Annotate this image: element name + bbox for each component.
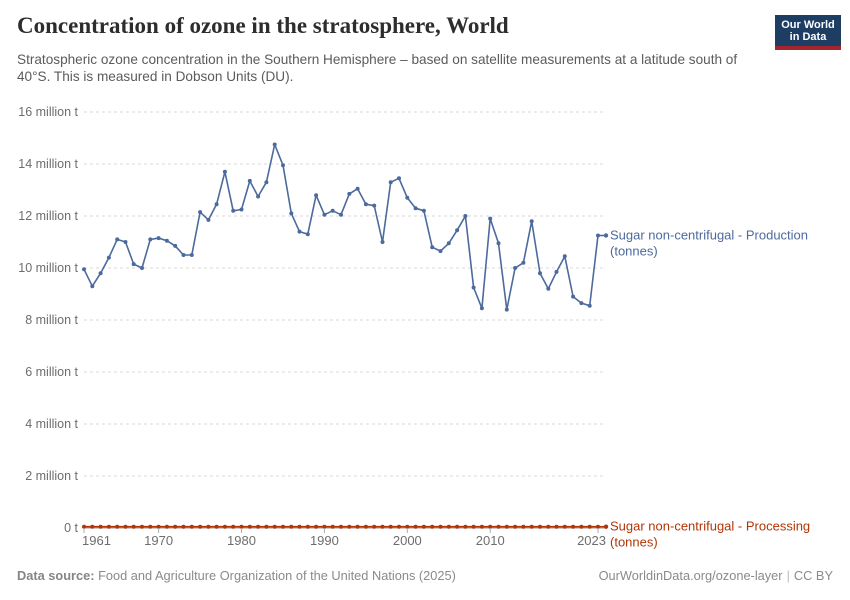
data-point (455, 525, 459, 529)
processing-series (82, 519, 810, 550)
data-point (347, 192, 351, 196)
data-point (90, 525, 94, 529)
data-point (513, 266, 517, 270)
data-point (124, 525, 128, 529)
data-point (397, 525, 401, 529)
legend-marker (604, 525, 608, 529)
data-point (422, 209, 426, 213)
x-axis-label: 1980 (227, 533, 256, 548)
data-point (389, 525, 393, 529)
data-point (530, 525, 534, 529)
data-point (173, 525, 177, 529)
processing-legend-line2[interactable]: (tonnes) (610, 534, 658, 550)
data-point (356, 187, 360, 191)
data-point (505, 308, 509, 312)
data-point (198, 525, 202, 529)
data-point (223, 170, 227, 174)
y-axis-label: 6 million t (25, 365, 78, 379)
data-point (306, 525, 310, 529)
data-point (215, 525, 219, 529)
x-axis (82, 528, 606, 548)
data-point (331, 209, 335, 213)
data-point (480, 306, 484, 310)
data-point (472, 286, 476, 290)
data-point (107, 256, 111, 260)
data-point (99, 525, 103, 529)
data-point (223, 525, 227, 529)
data-point (571, 295, 575, 299)
data-point (521, 261, 525, 265)
data-point (422, 525, 426, 529)
data-point (148, 525, 152, 529)
processing-legend-line1[interactable]: Sugar non-centrifugal - Processing (610, 518, 811, 534)
page-title: Concentration of ozone in the stratosphere, World (17, 13, 509, 38)
owid-logo-line2: in Data (789, 31, 827, 43)
data-point (372, 525, 376, 529)
production-series-line (84, 145, 598, 310)
data-point (488, 217, 492, 221)
data-point (281, 163, 285, 167)
data-point (240, 208, 244, 212)
x-axis-label: 1970 (144, 533, 174, 548)
owid-logo-line1: Our World (781, 19, 835, 31)
data-point (563, 525, 567, 529)
data-point (397, 176, 401, 180)
data-point (579, 525, 583, 529)
x-axis-label: 1961 (82, 533, 111, 548)
data-point (182, 525, 186, 529)
data-source (17, 568, 456, 592)
data-point (157, 236, 161, 240)
data-point (165, 239, 169, 243)
data-point (364, 525, 368, 529)
data-point (439, 525, 443, 529)
data-point (90, 284, 94, 288)
data-point (579, 301, 583, 305)
data-point (99, 271, 103, 275)
data-point (414, 206, 418, 210)
data-point (381, 525, 385, 529)
y-axis-label: 10 million t (18, 261, 78, 275)
data-point (206, 218, 210, 222)
data-point (132, 525, 136, 529)
data-point (306, 232, 310, 236)
chart-subtitle: Stratospheric ozone concentration in the Southern Hemisphere – based on satellite measurements at a latitude south of 40°S. This is measured in Dobson Units (DU). (17, 52, 738, 84)
production-legend-line2[interactable]: (tonnes) (610, 243, 658, 259)
x-axis-label: 2010 (475, 533, 505, 548)
data-point (314, 525, 318, 529)
data-point (339, 213, 343, 217)
data-point (372, 204, 376, 208)
y-gridlines (18, 105, 606, 535)
data-point (571, 525, 575, 529)
data-point (256, 525, 260, 529)
legend-marker (604, 233, 608, 237)
data-point (190, 253, 194, 257)
data-point (439, 249, 443, 253)
footer-right (599, 568, 833, 592)
data-point (331, 525, 335, 529)
data-point (505, 525, 509, 529)
data-point (463, 214, 467, 218)
data-point (347, 525, 351, 529)
data-point (190, 525, 194, 529)
y-axis-label: 14 million t (18, 157, 78, 171)
data-point (430, 525, 434, 529)
data-point (115, 237, 119, 241)
data-point (563, 254, 567, 258)
data-point (405, 196, 409, 200)
data-point (173, 244, 177, 248)
data-point (256, 195, 260, 199)
chart-footer (0, 562, 850, 592)
data-point (480, 525, 484, 529)
data-point (82, 267, 86, 271)
y-axis-label: 16 million t (18, 105, 78, 119)
data-point (322, 213, 326, 217)
data-point (530, 219, 534, 223)
x-axis-label: 1990 (309, 533, 339, 548)
data-point (546, 287, 550, 291)
data-point (497, 525, 501, 529)
data-point (389, 180, 393, 184)
data-point (298, 230, 302, 234)
data-point (546, 525, 550, 529)
data-point (356, 525, 360, 529)
data-point (513, 525, 517, 529)
data-point (538, 271, 542, 275)
data-point (215, 202, 219, 206)
y-axis-label: 0 t (64, 521, 78, 535)
data-point (198, 210, 202, 214)
production-legend-line1[interactable]: Sugar non-centrifugal - Production (610, 227, 809, 243)
owid-url-link[interactable]: OurWorldinData.org/ozone-layer (598, 568, 783, 583)
data-point (289, 525, 293, 529)
data-point (231, 209, 235, 213)
data-point (107, 525, 111, 529)
data-point (298, 525, 302, 529)
data-point (314, 193, 318, 197)
data-point (430, 245, 434, 249)
data-point (555, 270, 559, 274)
data-point (455, 228, 459, 232)
data-point (521, 525, 525, 529)
license-label: CC BY (793, 568, 833, 583)
data-point (588, 304, 592, 308)
data-point (364, 202, 368, 206)
data-point (124, 240, 128, 244)
data-point (273, 143, 277, 147)
data-point (289, 211, 293, 215)
y-axis-label: 2 million t (25, 469, 78, 483)
data-point (381, 240, 385, 244)
data-point (264, 180, 268, 184)
data-point (463, 525, 467, 529)
data-point (165, 525, 169, 529)
data-point (148, 237, 152, 241)
data-point (231, 525, 235, 529)
data-point (140, 266, 144, 270)
data-point (447, 525, 451, 529)
data-point (588, 525, 592, 529)
y-axis-label: 12 million t (18, 209, 78, 223)
data-point (339, 525, 343, 529)
data-point (182, 253, 186, 257)
data-point (555, 525, 559, 529)
data-point (447, 241, 451, 245)
production-series (82, 143, 808, 312)
x-axis-label: 2023 (577, 533, 606, 548)
y-axis-label: 8 million t (25, 313, 78, 327)
data-point (132, 262, 136, 266)
data-point (273, 525, 277, 529)
data-point (206, 525, 210, 529)
data-point (538, 525, 542, 529)
data-point (472, 525, 476, 529)
data-source-value: Food and Agriculture Organization of the United Nations (2025) (94, 568, 456, 583)
data-point (248, 525, 252, 529)
footer-separator: | (786, 568, 790, 583)
data-point (264, 525, 268, 529)
x-axis-label: 2000 (392, 533, 422, 548)
data-point (414, 525, 418, 529)
data-point (248, 179, 252, 183)
data-point (140, 525, 144, 529)
data-source-label: Data source: (17, 568, 95, 583)
data-point (281, 525, 285, 529)
data-point (497, 241, 501, 245)
y-axis-label: 4 million t (25, 417, 78, 431)
data-point (115, 525, 119, 529)
